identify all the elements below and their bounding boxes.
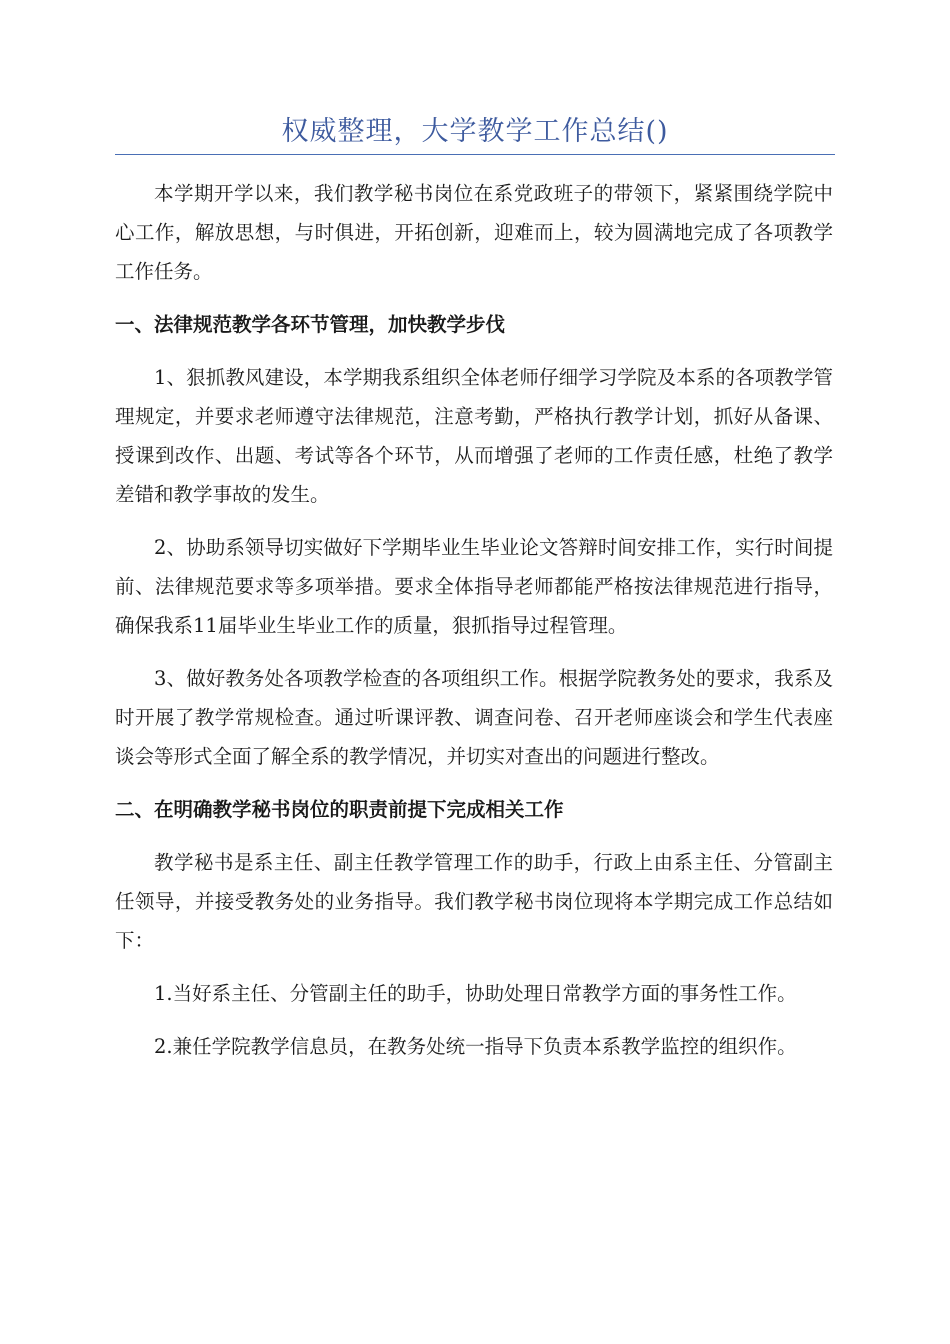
section-1-heading: 一、法律规范教学各环节管理，加快教学步伐 (115, 313, 506, 336)
section-2-item-1: 1.当好系主任、分管副主任的助手，协助处理日常教学方面的事务性工作。 (154, 982, 797, 1005)
title-underline (115, 154, 835, 155)
intro-paragraph: 本学期开学以来，我们教学秘书岗位在系党政班子的带领下，紧紧围绕学院中心工作，解放思想，与时俱进，开拓创新，迎难而上，较为圆满地完成了各项教学工作任务。 (115, 182, 833, 283)
section-1-item-3: 3、做好教务处各项教学检查的各项组织工作。根据学院教务处的要求，我系及时开展了教学常规检查。通过听课评教、调查问卷、召开老师座谈会和学生代表座谈会等形式全面了解全系的教学情况，并切实对查出的问题进行整改。 (115, 667, 833, 768)
section-1-item-1: 1、狠抓教风建设，本学期我系组织全体老师仔细学习学院及本系的各项教学管理规定，并要求老师遵守法律规范，注意考勤，严格执行教学计划，抓好从备课、授课到改作、出题、考试等各个环节，从而增强了老师的工作责任感，杜绝了教学差错和教学事故的发生。 (115, 366, 833, 506)
document-title: 权威整理，大学教学工作总结() (281, 116, 669, 147)
document-body (115, 174, 833, 1080)
section-2-heading: 二、在明确教学秘书岗位的职责前提下完成相关工作 (115, 798, 564, 821)
section-2-intro: 教学秘书是系主任、副主任教学管理工作的助手，行政上由系主任、分管副主任领导，并接受教务处的业务指导。我们教学秘书岗位现将本学期完成工作总结如下： (115, 851, 833, 952)
section-2-item-2: 2.兼任学院教学信息员，在教务处统一指导下负责本系教学监控的组织作。 (154, 1035, 797, 1058)
section-1-item-2: 2、协助系领导切实做好下学期毕业生毕业论文答辩时间安排工作，实行时间提前、法律规范要求等多项举措。要求全体指导老师都能严格按法律规范进行指导，确保我系11届毕业生毕业工作的质量，狠抓指导过程管理。 (115, 536, 833, 637)
